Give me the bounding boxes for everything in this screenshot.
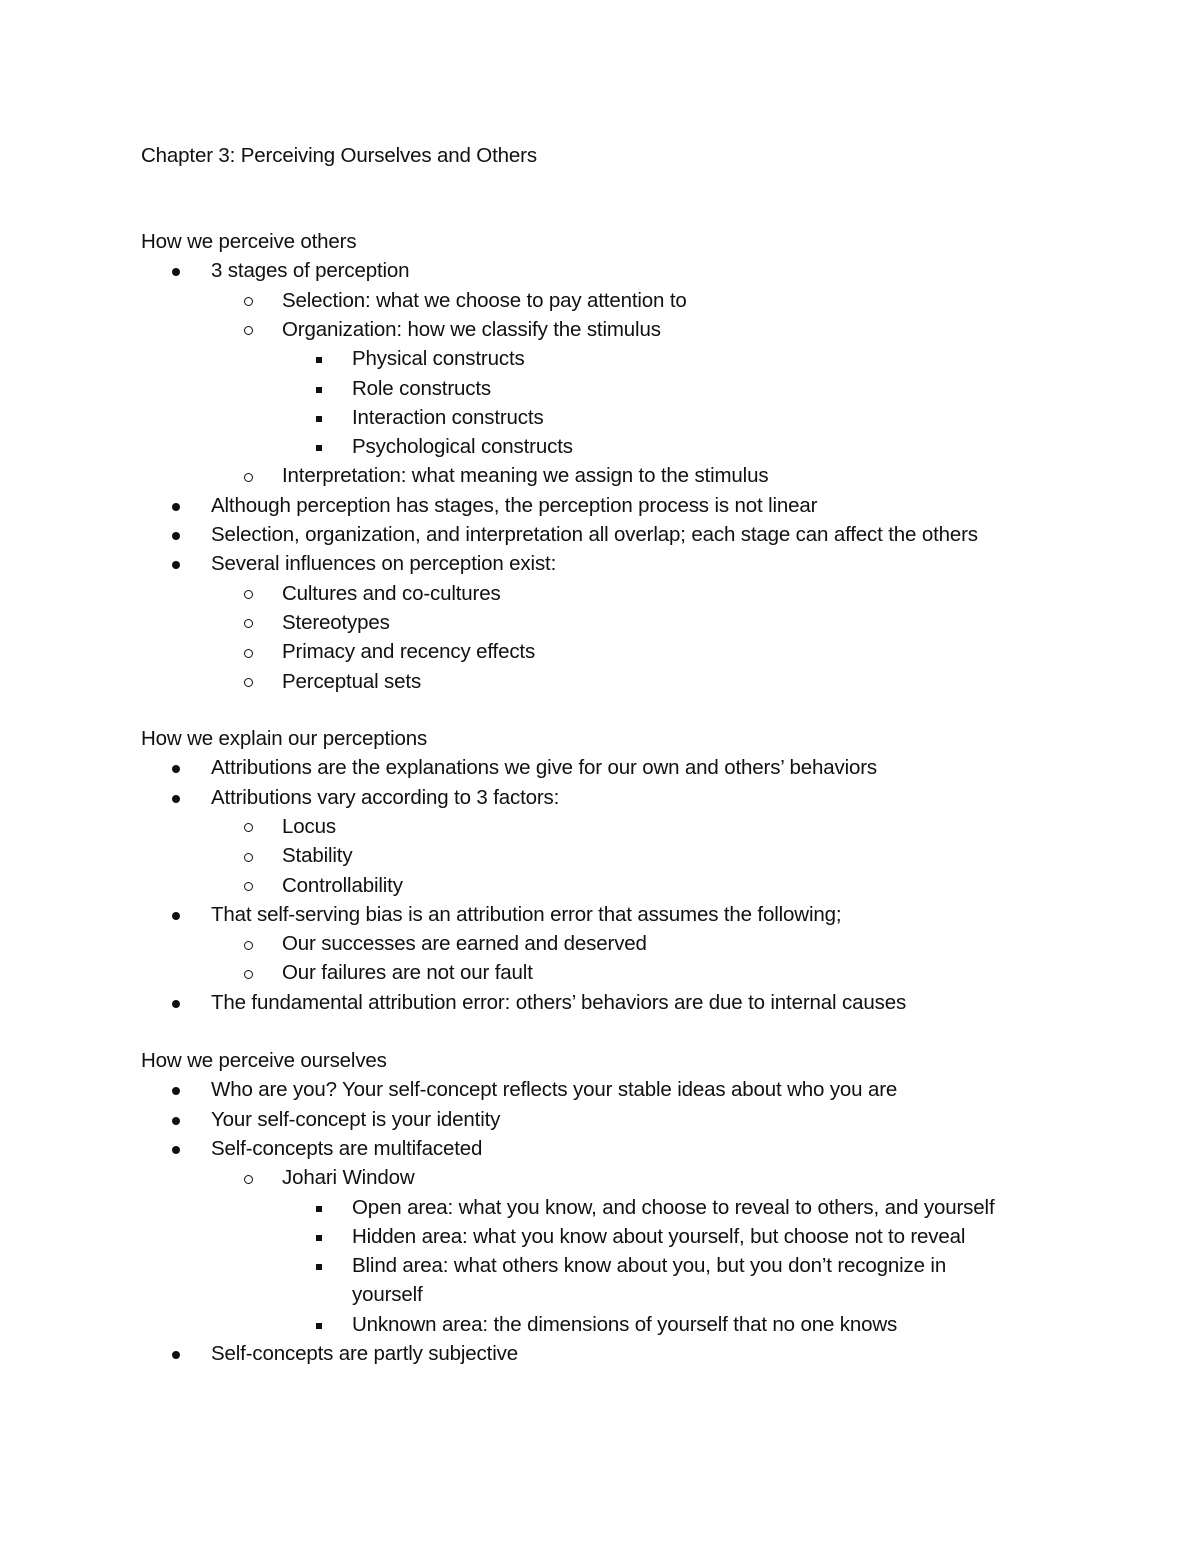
bullet-square-icon [316, 1235, 322, 1241]
list-item-level-2: Stability [282, 844, 353, 868]
bullet-disc-icon [172, 503, 180, 511]
bullet-disc-icon [172, 1351, 180, 1359]
list-item-level-1: Attributions are the explanations we give for our own and others’ behaviors [211, 756, 878, 780]
bullet-circle-icon [244, 970, 253, 979]
bullet-circle-icon [244, 297, 253, 306]
list-item-level-2: Locus [282, 814, 336, 838]
bullet-circle-icon [244, 619, 253, 628]
list-item-level-3: Hidden area: what you know about yourself, but choose not to reveal [352, 1224, 966, 1248]
section-heading: How we perceive ourselves [141, 1049, 387, 1072]
bullet-circle-icon [244, 473, 253, 482]
bullet-square-icon [316, 1323, 322, 1329]
bullet-disc-icon [172, 532, 180, 540]
list-item-level-2: Our successes are earned and deserved [282, 932, 647, 956]
list-item-level-2: Cultures and co-cultures [282, 581, 501, 605]
bullet-disc-icon [172, 1000, 180, 1008]
list-item-level-1: Who are you? Your self-concept reflects your stable ideas about who you are [211, 1078, 898, 1102]
list-item-level-1: The fundamental attribution error: others’ behaviors are due to internal causes [211, 990, 907, 1014]
list-item-level-2: Organization: how we classify the stimulus [282, 317, 661, 341]
list-item-level-1: Your self-concept is your identity [211, 1107, 501, 1131]
bullet-circle-icon [244, 326, 253, 335]
bullet-circle-icon [244, 941, 253, 950]
bullet-disc-icon [172, 561, 180, 569]
bullet-square-icon [316, 387, 322, 393]
list-item-level-1: 3 stages of perception [211, 259, 410, 283]
section-heading: How we perceive others [141, 230, 357, 253]
bullet-circle-icon [244, 882, 253, 891]
list-item-level-3: Interaction constructs [352, 405, 544, 429]
list-item-level-2: Johari Window [282, 1166, 415, 1190]
bullet-disc-icon [172, 912, 180, 920]
bullet-circle-icon [244, 678, 253, 687]
list-item-level-1: Selection, organization, and interpretation all overlap; each stage can affect the others [211, 523, 978, 546]
list-item-level-3: Blind area: what others know about you, but you don’t recognize in [352, 1254, 947, 1278]
list-item-level-2: Perceptual sets [282, 669, 422, 693]
bullet-circle-icon [244, 1175, 253, 1184]
bullet-square-icon [316, 416, 322, 422]
list-item-level-1: Self-concepts are multifaceted [211, 1136, 483, 1160]
list-item-level-2: Our failures are not our fault [282, 961, 533, 985]
bullet-disc-icon [172, 268, 180, 276]
list-item-level-2: Selection: what we choose to pay attention to [282, 288, 687, 312]
bullet-disc-icon [172, 765, 180, 773]
bullet-circle-icon [244, 823, 253, 832]
list-item-level-3: Psychological constructs [352, 435, 573, 459]
bullet-disc-icon [172, 1087, 180, 1095]
list-item-level-3: Role constructs [352, 376, 492, 400]
list-item-level-2: Controllability [282, 873, 403, 897]
bullet-square-icon [316, 357, 322, 363]
list-item-level-3: Open area: what you know, and choose to reveal to others, and yourself [352, 1195, 995, 1219]
bullet-square-icon [316, 445, 322, 451]
bullet-square-icon [316, 1206, 322, 1212]
bullet-circle-icon [244, 853, 253, 862]
bullet-circle-icon [244, 649, 253, 658]
list-item-level-1: That self-serving bias is an attribution error that assumes the following; [211, 902, 842, 926]
bullet-square-icon [316, 1264, 322, 1270]
bullet-disc-icon [172, 1146, 180, 1154]
list-item-level-3: Unknown area: the dimensions of yourself that no one knows [352, 1312, 898, 1336]
list-item-level-3: Physical constructs [352, 347, 525, 371]
bullet-disc-icon [172, 1117, 180, 1125]
list-item-continuation: yourself [352, 1283, 423, 1307]
list-item-level-1: Attributions vary according to 3 factors: [211, 785, 560, 809]
list-item-level-2: Stereotypes [282, 610, 390, 634]
bullet-disc-icon [172, 795, 180, 803]
list-item-level-1: Several influences on perception exist: [211, 552, 557, 576]
list-item-level-1: Self-concepts are partly subjective [211, 1342, 518, 1365]
bullet-circle-icon [244, 590, 253, 599]
list-item-level-1: Although perception has stages, the perception process is not linear [211, 493, 818, 517]
section-heading: How we explain our perceptions [141, 727, 428, 750]
list-item-level-2: Interpretation: what meaning we assign to the stimulus [282, 464, 769, 488]
document-title: Chapter 3: Perceiving Ourselves and Others [141, 144, 537, 167]
list-item-level-2: Primacy and recency effects [282, 640, 536, 664]
